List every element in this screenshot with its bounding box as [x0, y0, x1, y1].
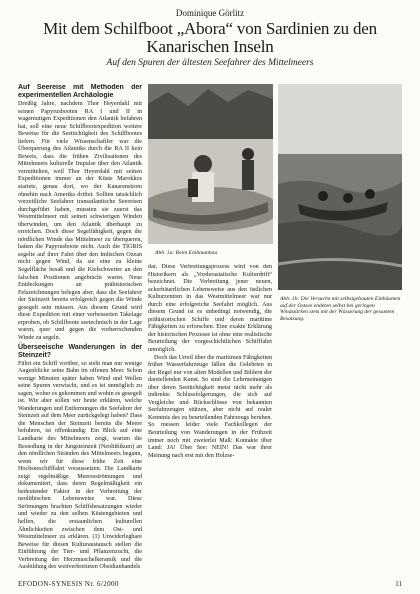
page-number: 11	[395, 580, 402, 588]
dugout-building-image	[148, 84, 273, 244]
text-column-2	[148, 264, 272, 576]
body-paragraph: Führt ein Schiff vorüber, so sieht man nur wenige Augenblicke seine Bahn im offenen Meer. Schon wenige Minuten später haben Wind und Wellen seine Spuren verwischt, und es ist unmöglich zu sagen, woher es gekommen und wohin es gesegelt ist. Wie aber sollen wir heute erklären, welche Wanderungen und Entfernungen die Seefahrer der Steinzeit auf dem Meer zurückgelegt haben? Dass die Menschen der Steinzeit bereits die Meere befuhren, ist offenkundig: Ein Blick auf eine Landkarte des Mittelmeers zeigt, warum die Besiedlung in der Jungsteinzeit (Neolithikum) an den nördlichen Stränden des Mittelmeers begann, wenn wir für diese frühe Zeit eine Hochseeschifffahrt voraussetzen. Die Landkarte zeigt regelmäßige Meeresströmungen und dokumentiert, dass deren Regelmäßigkeit ein bedeutender Faktor in der Verbreitung der neolithischen Lebensweise war. Diese Strömungen brachten Schiffsbesatzungen wieder und wieder zu den selben Küstengebieten und helfen, die erstaunlichen kulturellen Ähnlichkeiten zwischen dem Ost- und Westmittelmeer zu erklären. (1) Unwiderlegbare Beweise für diesen Kulturaustausch stellen die Einführung der Tier- und Pflanzenzucht, die Verbreitung der Herzmuschelkeramik und die Ausbildung des weitverbreiteten Obsidianhandels	[18, 360, 142, 571]
body-paragraph: Dreißig Jahre, nachdem Thor Heyerdahl mit seinen Papyrusbooten RA I und II in wagemutigen Expeditionen den Atlantik befahren hat, soll eine neue Schilfbootexpedition weitere Beweise für die Seetüchtigkeit des Schilfbootes liefern. Für viele Wissenschaftler war die Überquerung des Atlantiks durch die RA II kein Beweis, dass die frühen Zivilisationen des Mittelmeers kulturelle Impulse über den Atlantik vermittelten, weil Thor Heyerdahl mit seinen Expeditionen immer an der Küste Marokkos startete, genau dort, wo der Kanarenstrom ohnehin nach Amerika driftet. Sollten tatsächlich vorzeitliche Seefahrer transatlantische Seereisen durchgeführt haben, mussten sie zuerst das Westmittelmeer mit seinen schwierigen Winden überwinden, um den Atlantik überhaupt zu erreichen. Doch diese Segelfähigkeit, gegen die nördlichen Winde das Mittelmeer zu überqueren, hatten die Papyrusboote nicht. Auch die TIGRIS segelte auf ihrer Fahrt über den Indischen Ozean nicht gegen Wind, da sie eine zu kleine Segelfläche besaß und die Kielschwerter an den falschen Positionen angebracht waren. Neue Entdeckungen an prähistorischen Felszeichnungen belegen aber, dass die Seefahrer der Steinzeit bereits erfolgreich gegen die Winde gesegelt sein müssen. Aus diesem Grund wird diese Expedition mit einer verbesserten Takelage erproben, ob Schilfboote seetechnisch in der Lage waren, quer und gegen die vorherrschenden Winde zu segeln.	[18, 101, 142, 341]
body-paragraph: Doch das Urteil über die maritimen Fähigkeiten früher Wasserfahrzeuge fällen die Gelehrten in der Regel nur von alten Modellen und Bildern der darstellenden Kunst. So sind die Lehrmeinungen über deren Seetüchtigkeit meist nicht mehr als indirekte Schlussfolgerungen, die sich auf Vergleiche und Rückschlüsse von bekannten Seefahrzeugen stützen, aber nicht auf realer Kenntnis des zu beurteilenden Fahrzeugs beruhen. So messen leider viele Fachkollegen der Beurteilung von Wanderungen in der Frühzeit immer noch mit zweierlei Maß: Kontakte über Land: JA! Über See: NEIN! Das war ihrer Meinung nach erst mit den Holzse-	[148, 354, 272, 459]
text-column-1	[18, 84, 142, 572]
photo-caption-1: Abb. 1a: Beim Einbaumbau	[155, 250, 218, 256]
photo-caption-2: Abb. 1b: Die Versuche mit selbstgebauten Einbäumen auf der Ostsee endeten selbst bei geringen Windstärken stets mit der Wässerung der gesamten Besatzung.	[280, 296, 401, 322]
text-column-3	[278, 336, 402, 576]
section-heading: Auf Seereise mit Methoden der experimentellen Archäologie	[18, 84, 142, 99]
photo-dugout-baltic	[278, 84, 402, 290]
article-subtitle: Auf den Spuren der ältesten Seefahrer des Mittelmeers	[106, 58, 314, 68]
dugout-baltic-image	[278, 84, 402, 290]
author-name: Dominique Görlitz	[175, 8, 245, 18]
body-paragraph: dar. Diese Verbreitungsprozess wird von den Historikern als „Vorderasiatische Kulturdrift“ bezeichnet. Die Verbreitung jener neuen, ackerbäuerlichen Lebensweise aus den östlichen Kulturzentren in das Westmittelmeer war nur durch eine erfolgreiche Seefahrt möglich. Aus diesem Grund ist es unbedingt notwendig, die prähistorischen Schiffe und deren maritime Fähigkeiten zu erforschen. Eine exakte Erklärung der historischen Prozesse ist ohne eine realistische Beurteilung der vorgeschichtlichen Schifffahrt unmöglich.	[148, 264, 272, 354]
photo-dugout-building	[148, 84, 273, 244]
journal-footer: EFODON-SYNESIS Nr. 6/2000	[18, 580, 119, 588]
section-heading: Überseeische Wanderungen in der Steinzeit?	[18, 343, 142, 359]
article-title: Mit dem Schilfboot „Abora“ von Sardinien zu den Kanarischen Inseln	[43, 19, 377, 56]
